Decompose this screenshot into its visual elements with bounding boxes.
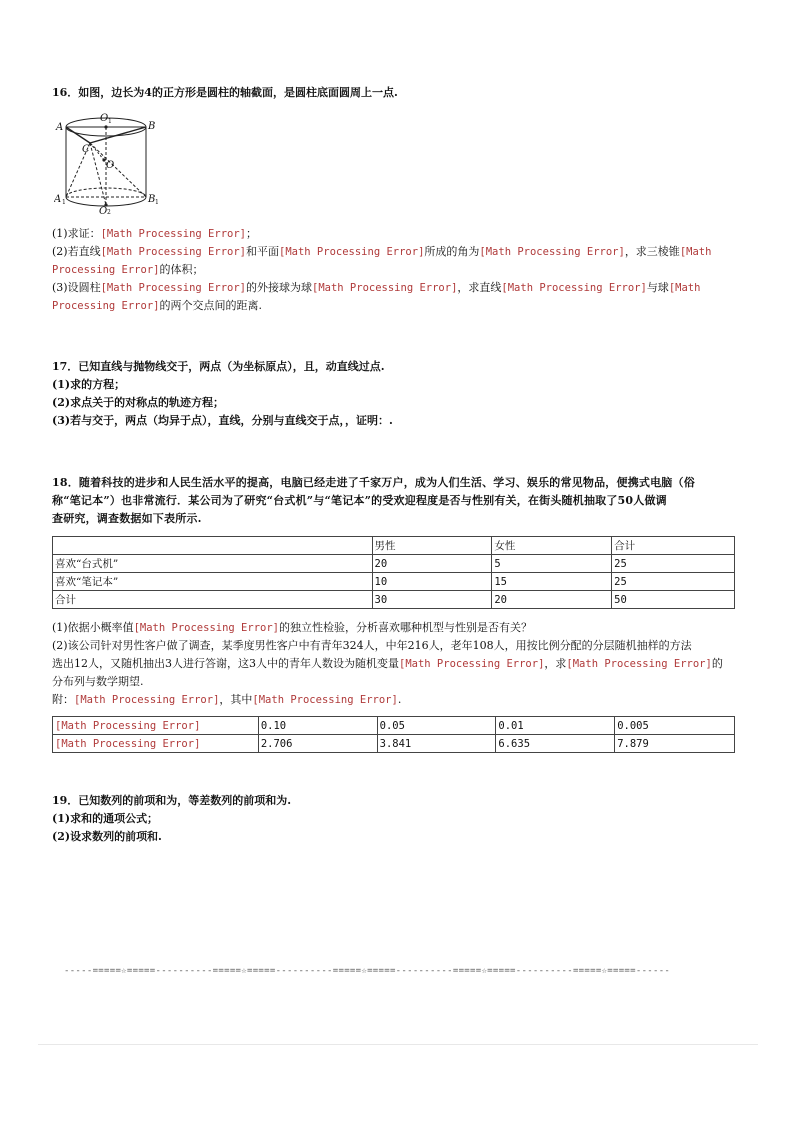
label-O: O [106,160,115,171]
table-cell: 0.10 [258,717,377,735]
label-A: A [56,122,64,133]
table-cell: 25 [612,573,735,591]
table-cell: 喜欢“笔记本” [53,573,373,591]
math-error: [Math Processing Error] [279,246,425,258]
table-row [53,591,735,609]
label-B1-sub: 1 [155,199,159,206]
math-error: Processing Error] [52,300,160,312]
survey-table [52,536,735,609]
q16-part3-cont: Processing Error]的两个交点间的距离. [52,299,262,312]
footer-divider: -----=====☆=====----------=====☆=====----------=====☆=====----------=====☆=====----------=====☆=====------ [64,966,671,976]
q19-title: 19．已知数列的前项和为，等差数列的前项和为. [52,794,292,807]
math-error: [Math Processing Error] [133,622,279,634]
label-O1: O [100,113,109,124]
q18-para-line2: 称“笔记本”）也非常流行．某公司为了研究“台式机”与“笔记本”的受欢迎程度是否与性别有关，在街头随机抽取了50人做调 [52,494,667,507]
label-A1-sub: 1 [62,199,66,206]
q16-title: 16．如图，边长为4的正方形是圆柱的轴截面，是圆柱底面圆周上一点. [52,86,398,99]
table-cell: 20 [372,555,492,573]
table-cell: 20 [492,591,612,609]
q19-part1: (1)求和的通项公式； [52,812,159,825]
math-error: [Math Processing Error] [100,228,246,240]
table-row [53,555,735,573]
table-cell: 50 [612,591,735,609]
table-cell: 15 [492,573,612,591]
math-error: [Math Processing Error] [252,694,398,706]
table-cell: 7.879 [615,735,735,753]
math-error: [Math Processing Error] [479,246,625,258]
math-error: [Math [679,246,712,258]
table-cell: 10 [372,573,492,591]
label-B: B [148,121,156,132]
table-cell: 0.005 [615,717,735,735]
label-O2: O [99,206,108,214]
table-cell: 女性 [492,537,612,555]
table-cell: 合计 [612,537,735,555]
math-error: [Math Processing Error] [312,282,458,294]
math-error: [Math [668,282,701,294]
table-cell: 0.05 [377,717,496,735]
table-cell: 合计 [53,591,373,609]
table-cell: 0.01 [496,717,615,735]
q18-part2-end: 分布列与数学期望. [52,675,144,688]
table-row [53,735,735,753]
q17-part3: (3)若与交于，两点（均异于点），直线，分别与直线交于点，，证明：. [52,414,393,427]
critical-value-table [52,716,735,753]
table-row [53,573,735,591]
q18-para-line3: 查研究，调查数据如下表所示. [52,512,202,525]
label-O1-sub: 1 [108,118,112,125]
table-row [53,717,735,735]
label-B1: B [148,194,156,205]
q19-part2: (2)设求数列的前项和. [52,830,162,843]
label-A1: A [54,194,62,205]
table-cell: 25 [612,555,735,573]
table-cell: 3.841 [377,735,496,753]
q18-part1: (1)依据小概率值[Math Processing Error]的独立性检验，分析喜欢哪种机型与性别是否有关？ [52,621,532,634]
q18-para-line1: 18．随着科技的进步和人民生活水平的提高，电脑已经走进了千家万户，成为人们生活、学习、娱乐的常见物品，便携式电脑（俗 [52,476,695,489]
label-O2-sub: 2 [107,209,111,214]
page-divider [38,1044,758,1045]
q17-title: 17．已知直线与抛物线交于，两点（为坐标原点），且，动直线过点. [52,360,385,373]
q18-appendix: 附：[Math Processing Error]，其中[Math Processing Error]. [52,693,402,706]
table-cell [53,537,373,555]
table-cell: [Math Processing Error] [53,735,259,753]
q18-part2-cont: 选出12人，又随机抽出3人进行答谢，这3人中的青年人数设为随机变量[Math Processing Error]，求[Math Processing Error]的 [52,657,723,670]
table-cell: [Math Processing Error] [53,717,259,735]
math-error: [Math Processing Error] [566,658,712,670]
q18-part2: (2)该公司针对男性客户做了调查，某季度男性客户中有青年324人，中年216人，老年108人，用按比例分配的分层随机抽样的方法 [52,639,692,652]
q16-part1: (1)求证：[Math Processing Error]； [52,227,257,240]
math-error: [Math Processing Error] [399,658,545,670]
math-error: [Math Processing Error] [100,282,246,294]
cylinder-figure [54,110,166,214]
q17-part2: (2)求点关于的对称点的轨迹方程； [52,396,225,409]
table-cell: 2.706 [258,735,377,753]
table-header-row [53,537,735,555]
table-cell: 6.635 [496,735,615,753]
table-cell: 喜欢“台式机” [53,555,373,573]
math-error: [Math Processing Error] [501,282,647,294]
table-cell: 5 [492,555,612,573]
label-C: C [82,144,90,155]
math-error: Processing Error] [52,264,160,276]
q16-part2-cont: Processing Error]的体积； [52,263,204,276]
q16-part2: (2)若直线[Math Processing Error]和平面[Math Processing Error]所成的角为[Math Processing Error]，求三棱锥[Math [52,245,712,258]
q17-part1: (1)求的方程； [52,378,126,391]
q16-part3: (3)设圆柱[Math Processing Error]的外接球为球[Math Processing Error]，求直线[Math Processing Error]与球[Math [52,281,701,294]
table-cell: 男性 [372,537,492,555]
math-error: [Math Processing Error] [100,246,246,258]
math-error: [Math Processing Error] [74,694,220,706]
table-cell: 30 [372,591,492,609]
